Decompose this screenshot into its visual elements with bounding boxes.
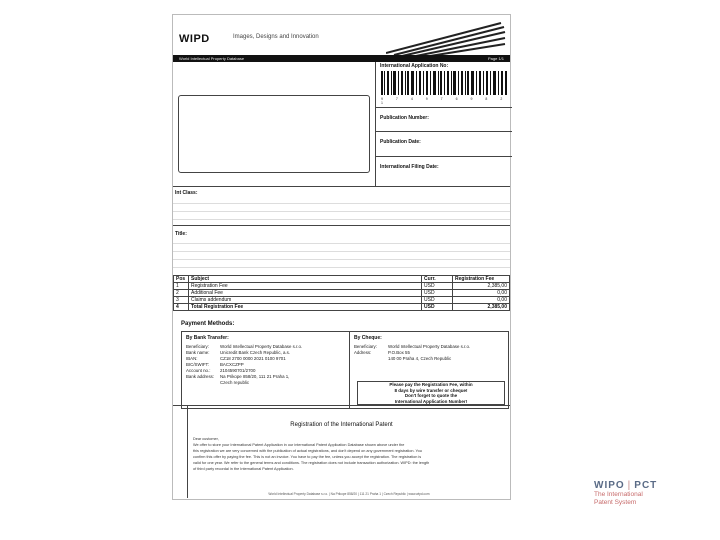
col-fee: Registration Fee (453, 276, 510, 283)
kv-row: Bank name: Unicredit Bank Czech Republic, a.s. (186, 350, 291, 355)
col-currency: Curr. (422, 276, 453, 283)
document-header (173, 15, 510, 55)
brand-separator: | (627, 480, 632, 491)
registration-title: Registration of the International Patent (290, 422, 393, 428)
fee-table-header (174, 276, 510, 283)
table-row: 1 Registration Fee USD 2,385,00 (174, 283, 510, 290)
kv-row: Czech republic (220, 380, 250, 385)
brand-wipo: WIPO (594, 480, 625, 491)
kv-row: Beneficiary: World Intellectual Property Database s.r.o. (354, 344, 471, 349)
registration-body: Dear customer, We offer to store your International Patent Application in our international Patent Application Database shown above under the this registration we are very concerned with the publication of actual registrations, and don't depend on any government registration. You confirm this offer by paying the fee. This is not an invoice. You have to pay the fee, unless you accept the registration. The registration is valid for one year. We refer to the general terms and conditions. The registration does not include transaction authorization. WIPD: the length of third party recordal in the International Patent Application. (193, 437, 430, 471)
table-row: 2 Additional Fee USD 0,00 (174, 290, 510, 297)
wipo-pct-logo (594, 480, 657, 507)
document-footer: World Intellectual Property Database s.r.o. | Na Prikope 858/20 | 111 21 Praha 1 | Czech Republic | www.wipd.com (268, 492, 430, 496)
payment-methods-title: Payment Methods: (181, 321, 235, 327)
kv-row: Account no.: 2104590701/2700 (186, 368, 256, 373)
header-black-bar (173, 55, 510, 62)
intl-class-label: Int Class: (175, 190, 198, 196)
address-box (178, 95, 370, 173)
filing-date-label: International Filing Date: (380, 164, 439, 170)
brand-tagline-1: The International (594, 491, 643, 498)
intl-app-no-label: International Application No: (380, 63, 449, 69)
publication-number-label: Publication Number: (380, 115, 429, 121)
fee-table (173, 275, 510, 311)
header-subtitle: Images, Designs and Innovation (233, 34, 319, 40)
kv-row: IBAN: CZ18 2700 0000 2021 0100 9701 (186, 356, 286, 361)
payment-notice: Please pay the Registration Fee, within 8 days by wire transfer or cheque! Don't forget to quote the International Application Number! (357, 381, 505, 405)
barcode (381, 71, 507, 95)
wipd-logo: WIPD (179, 33, 210, 45)
publication-date-label: Publication Date: (380, 139, 421, 145)
topbar-right-text: Page 1/1 (487, 56, 504, 61)
kv-row: Beneficiary: World Intellectual Property Database s.r.o. (186, 344, 303, 349)
brand-tagline-2: Patent System (594, 499, 637, 506)
col-pos: Pos (174, 276, 189, 283)
brand-pct: PCT (634, 480, 658, 491)
title-label: Title: (175, 231, 187, 237)
barcode-digits: 9 7 4 9 7 6 9 8 2 1 (381, 97, 509, 105)
swoosh-graphic (386, 19, 506, 57)
invoice-document (172, 14, 511, 500)
kv-row: Address: P.O.Box 55 (354, 350, 410, 355)
kv-row: BIC/SWIFT: BACXCZPP (186, 362, 244, 367)
bank-transfer-title: By Bank Transfer: (186, 335, 229, 341)
payment-box (181, 331, 509, 409)
kv-row: 140 00 Praha 4, Czech Republic (388, 356, 452, 361)
bank-transfer-details (186, 344, 302, 386)
cheque-details (354, 344, 470, 362)
col-subject: Subject (189, 276, 422, 283)
total-row: 4 Total Registration Fee USD 2,385,00 (174, 304, 510, 311)
kv-row: Bank address: Na Prikope 858/20, 111 21 Praha 1, (186, 374, 290, 379)
registration-section (173, 405, 510, 498)
table-row: 3 Claims addendum USD 0,00 (174, 297, 510, 304)
topbar-left-text: World Intellectual Property Database (179, 56, 245, 61)
cheque-title: By Cheque: (354, 335, 382, 341)
